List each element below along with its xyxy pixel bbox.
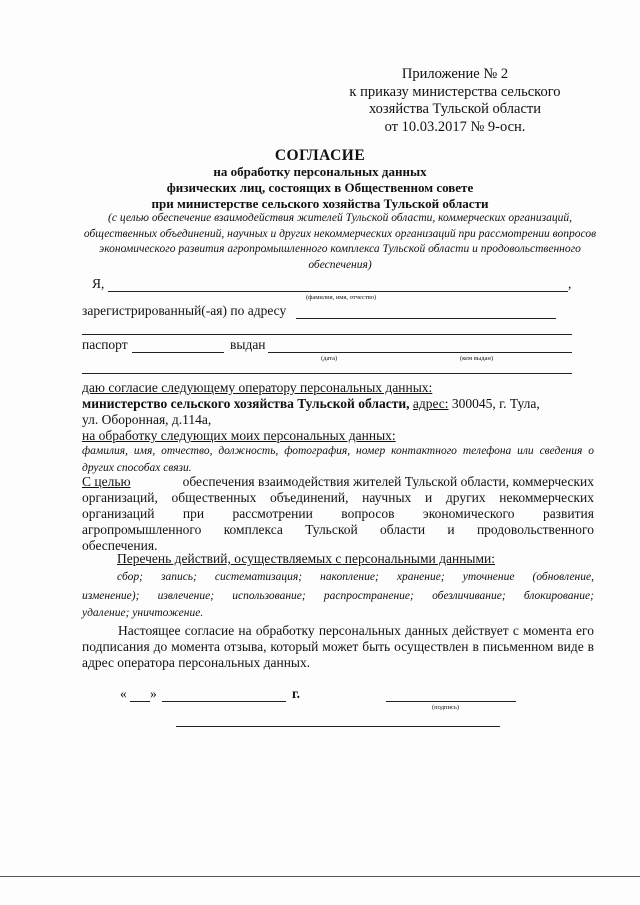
word: уточнение [462,571,515,583]
label-passport: паспорт [82,337,128,352]
year-suffix: г. [292,686,300,701]
purpose-line-2 [82,490,594,506]
address-label: адрес: [412,396,449,411]
day-field[interactable] [130,701,150,702]
word: организаций, [82,490,158,505]
appendix-line-2: к приказу министерства сельского [349,83,561,100]
address-line-2: ул. Оборонная, д.114а, [82,412,212,427]
word: организаций [82,506,155,521]
fio-field[interactable] [108,291,568,292]
label-issued: выдан [230,337,266,352]
title-subtitle-2: физических лиц, состоящих в Общественном совете [166,180,474,195]
page-bottom-rule [0,876,640,877]
title-purpose: (с целью обеспечение взаимодействия жителей Тульской области, коммерческих организаций, общественных объединений, научных и других некоммерческих организаций при рассмотрении вопросов экономического развития агропромышленного комплекса Тульской области и продовольственного обеспечения) [83,212,597,271]
quote-open: « [120,686,127,701]
word: использование; [232,590,306,602]
purpose-label: С целью [82,474,131,489]
purpose-line-5: обеспечения. [82,538,158,553]
issuer-hint: (кем выдан) [460,355,494,362]
appendix-line-4: от 10.03.2017 № 9-осн. [384,118,526,135]
word: области [379,522,426,537]
word: некоммерческих [499,490,594,505]
word: сбор; [117,571,143,583]
purpose-line-3 [82,506,594,522]
word: и [424,490,433,505]
passport-number-field[interactable] [132,352,224,353]
quote-close: » [150,686,157,701]
operator-name: министерство сельского хозяйства Тульской области, [82,396,410,411]
actions-intro: Перечень действий, осуществляемых с персональными данными: [117,551,496,566]
purpose-line-1 [82,474,594,490]
title-subtitle-3: при министерстве сельского хозяйства Тульской области [151,196,489,211]
operator-line [82,396,594,412]
word: продовольственного [476,522,594,537]
validity-paragraph: Настоящее согласие на обработку персональных данных действует с момента его подписания до момента отзыва, который может быть осуществлен в письменном виде в адрес оператора персональных данных. [82,623,594,670]
word: распространение; [323,590,414,602]
word: научных [362,490,412,505]
actions-line-3: удаление; уничтожение. [82,607,204,619]
word: комплекса [223,522,283,537]
signature-field[interactable] [386,701,516,702]
appendix-line-1: Приложение № 2 [401,66,509,82]
data-list: фамилия, имя, отчество, должность, фотография, номер контактного телефона или сведения о других способах связи. [82,445,594,474]
word: (обновление, [532,571,594,583]
word: обезличивание; [432,590,506,602]
actions-line-1 [117,569,594,585]
date-hint: (дата) [321,355,338,362]
word: накопление; [320,571,379,583]
signature-hint: (подпись) [432,704,459,711]
label-ya: Я, [92,276,105,291]
address-field[interactable] [296,318,556,319]
word: объединений, [270,490,349,505]
word: блокирование; [523,590,594,602]
word: экономического [422,506,515,521]
word: и [447,522,455,537]
word: развития [542,506,594,521]
label-registered: зарегистрированный(-ая) по адресу [82,303,287,318]
fio-hint: (фамилия, имя, отчество) [306,294,377,301]
word: Тульской [305,522,358,537]
word: извлечение; [157,590,215,602]
actions-line-2 [82,588,594,604]
label-comma: , [568,276,572,291]
word: при [182,506,205,521]
word: общественных [171,490,257,505]
operator-intro: даю согласие следующему оператору персональных данных: [82,380,433,395]
appendix-header [330,66,580,136]
issued-field[interactable] [268,352,572,353]
month-year-field[interactable] [162,701,286,702]
address-value: 300045, г. Тула, [448,396,540,411]
name-transcript-field[interactable] [176,726,500,727]
word: запись; [160,571,197,583]
purpose-line-4 [82,522,594,538]
word: изменение); [82,590,140,602]
word: систематизация; [214,571,303,583]
address-field-line-2[interactable] [82,334,572,335]
word: вопросов [341,506,395,521]
word: хранение; [396,571,445,583]
word: агропромышленного [82,522,202,537]
document-title: СОГЛАСИЕ [274,147,366,164]
issued-field-line-2[interactable] [82,373,572,374]
data-intro: на обработку следующих моих персональных данных: [82,428,396,443]
purpose-line-1-rest: обеспечения взаимодействия жителей Тульской области, коммерческих [182,474,594,489]
appendix-line-3: хозяйства Тульской области [368,101,542,117]
word: других [445,490,486,505]
word: рассмотрении [232,506,313,521]
title-subtitle-1: на обработку персональных данных [213,164,427,179]
